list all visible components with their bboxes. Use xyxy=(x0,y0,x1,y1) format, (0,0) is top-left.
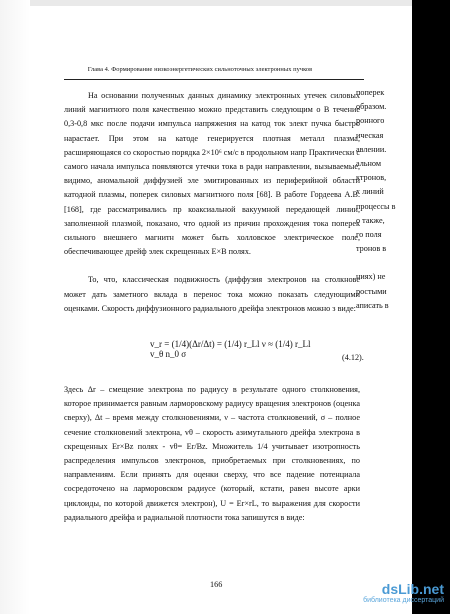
margin-fragment: ниях) не xyxy=(356,272,386,282)
margin-fragment: поперек xyxy=(356,88,385,97)
margin-fragment: ростыми xyxy=(356,286,387,296)
paragraph-2: То, что, классическая подвижность (диффузия электронов на столкнове может дать заметного вклада в перенос тока можно показать следующими оценками. Скорость диффузионного радиального дрейфа электронов можно з виде: xyxy=(64,275,360,313)
chapter-header: Глава 4. Формирование низкоэнергетических сильноточных электронных пучков xyxy=(87,66,313,73)
margin-fragment: ическая xyxy=(356,130,384,140)
margin-fragments xyxy=(356,86,418,313)
margin-fragment: тронов в xyxy=(356,244,387,254)
equation-4-12: v_r = (1/4)(Δr/Δt) = (1/4) r_Ll ν ≈ (1/4) r_Ll v_θ n_0 σ xyxy=(150,339,311,359)
margin-fragment: аписать в xyxy=(356,300,389,310)
body-text xyxy=(64,89,360,316)
margin-fragment: альном xyxy=(356,159,382,169)
margin-fragment: го поля xyxy=(356,230,382,240)
scan-shadow-top xyxy=(30,0,450,6)
header-rule xyxy=(64,79,364,80)
margin-fragment: х линий xyxy=(356,187,384,197)
margin-fragment: процессы в xyxy=(356,201,396,211)
watermark-main: dsLib.net xyxy=(381,581,444,597)
margin-fragment: ронного xyxy=(356,116,385,126)
page-number: 166 xyxy=(210,580,223,589)
paragraph-1: На основании полученных данных динамику электронных утечек силовых линий магнитного поля качественно можно представить следующим о В течение 0,3-0,8 мкс после подачи импульса напряжения на катод ток элект пучка быстро нарастает. При этом на катоде генерируется плотная металл плазма, расширяющаяся со скоростью порядка 2×10⁶ см/с в продольном напр Практически с самого начала импульса появляются утечки тока в ради направлении, вызываемые, видимо, аномальной диффузией эле эмитированных из периферийной области катодной плазмы, поперек силовых магнитного поля [68]. В работе Гордеева А.В. [168], где рассматривались пр коаксиальной вакуумной передающей линии, заполненной плазмой, показано, что одной из причин прохождения тока поперек сильного внешнего магнитн может быть холловское электрическое поле, обеспечивающее дрейф элек скрещенных E×B полях. xyxy=(64,91,360,257)
watermark-logo xyxy=(344,581,444,604)
margin-fragment: образом. xyxy=(356,102,387,112)
margin-fragment: авлении. xyxy=(356,144,387,154)
margin-fragment: о также, xyxy=(356,215,385,225)
paragraph-3: Здесь Δr – смещение электрона по радиусу в результате одного столкновения, которое принимается равным ларморовскому радиусу вращения электронов (оценка сверху), Δt – время между столкновениями, ν – частота столкновений, σ – полное сечение столкновений электрона, vθ – скорость азимутального дрейфа электрона в скрещенных Er×Bz полях - vθ= Er/Bz. Множитель 1/4 учитывает изотропность распределения импульсов электронов, приобретаемых при столкновениях, по направлениям. Если принять для оценки сверху, что все падение потенциала сосредоточено на ларморовском радиусе (который, кстати, равен высоте арки циклоиды, по которой движется электрон), U = Er×rL, то выражения для скорости радиального дрейфа и радиальной плотности тока запишутся в виде: xyxy=(64,385,360,522)
margin-fragment: ктронов, xyxy=(356,173,387,183)
scan-shadow xyxy=(0,0,30,614)
scan-black-edge xyxy=(412,0,450,614)
watermark-sub: библиотека диссертаций xyxy=(363,597,444,604)
equation-number: (4.12). xyxy=(342,353,364,362)
